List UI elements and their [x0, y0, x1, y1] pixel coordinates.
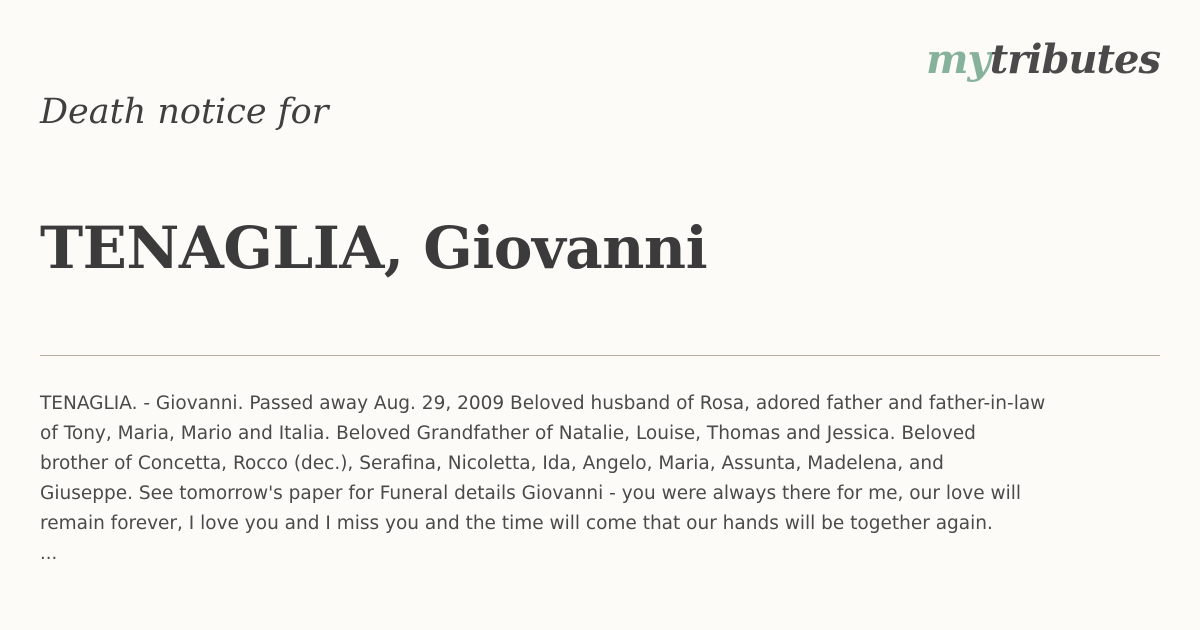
notice-ellipsis: ...	[40, 543, 58, 564]
death-notice-kicker: Death notice for	[40, 92, 329, 132]
notice-line: Giuseppe. See tomorrow's paper for Funeral details Giovanni - you were always there for me, our love will	[40, 483, 1022, 504]
section-divider	[40, 355, 1160, 356]
mytributes-logo	[926, 34, 1160, 86]
logo-prefix: my	[926, 36, 990, 83]
notice-line: brother of Concetta, Rocco (dec.), Serafina, Nicoletta, Ida, Angelo, Maria, Assunta, Madelena, and	[40, 453, 944, 474]
notice-line: of Tony, Maria, Mario and Italia. Beloved Grandfather of Natalie, Louise, Thomas and Jessica. Beloved	[40, 423, 976, 444]
notice-line: TENAGLIA. - Giovanni. Passed away Aug. 29, 2009 Beloved husband of Rosa, adored father and father-in-law	[40, 393, 1046, 414]
notice-line: remain forever, I love you and I miss you and the time will come that our hands will be together again.	[40, 513, 993, 534]
logo-suffix: tributes	[989, 36, 1160, 83]
notice-body	[40, 389, 1160, 569]
deceased-name: TENAGLIA, Giovanni	[40, 214, 708, 282]
